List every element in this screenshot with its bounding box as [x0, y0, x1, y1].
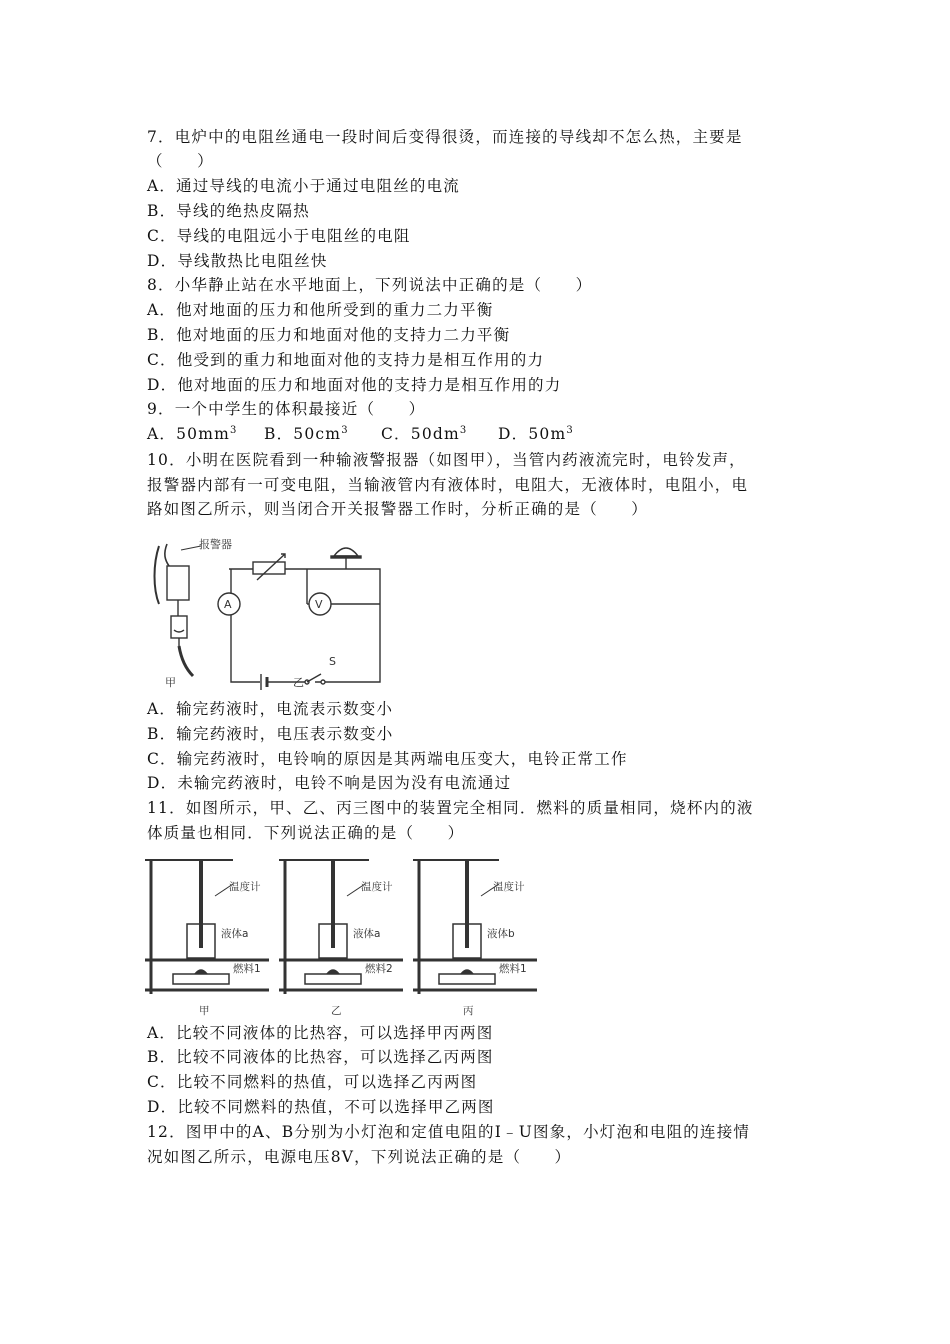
- caption-jia: 甲: [165, 676, 176, 689]
- fuel-label-2: 燃料2: [365, 963, 393, 975]
- q9-option-d: D．$50m^3$: [498, 425, 574, 443]
- ammeter-symbol: A: [224, 598, 232, 611]
- q8-stem: 8．小华静止站在水平地面上，下列说法中正确的是（ ）: [147, 276, 593, 294]
- q10-option-b: B．输完药液时，电压表示数变小: [147, 725, 394, 743]
- fuel-label-1: 燃料1: [233, 963, 261, 975]
- q7-stem-line2: （ ）: [147, 152, 214, 170]
- q7-option-d: D．导线散热比电阻丝快: [147, 252, 328, 270]
- fuel-label-3: 燃料1: [499, 963, 527, 975]
- q10-option-d: D．未输完药液时，电铃不响是因为没有电流通过: [147, 774, 512, 792]
- q12-stem-line2: 况如图乙所示，电源电压8V，下列说法正确的是（ ）: [147, 1148, 572, 1166]
- q10-option-a: A．输完药液时，电流表示数变小: [147, 700, 394, 718]
- thermometer-label-2: 温度计: [361, 881, 393, 893]
- caption-3: 丙: [463, 1005, 474, 1017]
- q7-stem-line1: 7．电炉中的电阻丝通电一段时间后变得很烫，而连接的导线却不怎么热，主要是: [147, 128, 743, 146]
- q11-stem-line2: 体质量也相同．下列说法正确的是（ ）: [147, 824, 465, 842]
- q10-stem-line2: 报警器内部有一可变电阻，当输液管内有液体时，电阻大，无液体时，电阻小，电: [147, 476, 749, 494]
- q8-option-a: A．他对地面的压力和他所受到的重力二力平衡: [147, 301, 494, 319]
- q9-stem: 9．一个中学生的体积最接近（ ）: [147, 400, 426, 418]
- voltmeter-symbol: V: [315, 598, 323, 611]
- q8-option-b: B．他对地面的压力和地面对他的支持力二力平衡: [147, 326, 511, 344]
- q7-option-a: A．通过导线的电流小于通过电阻丝的电流: [147, 177, 460, 195]
- q9-option-b: B．$50cm^3$: [264, 425, 349, 443]
- switch-label: S: [329, 655, 336, 668]
- q9-options: [147, 422, 827, 446]
- q10-stem-line1: 10．小明在医院看到一种输液警报器（如图甲），当管内药液流完时，电铃发声，: [147, 451, 746, 469]
- caption-2: 乙: [331, 1005, 342, 1017]
- liquid-label-3: 液体b: [487, 928, 515, 940]
- q11-option-b: B．比较不同液体的比热容，可以选择乙丙两图: [147, 1048, 494, 1066]
- q10-option-c: C．输完药液时，电铃响的原因是其两端电压变大，电铃正常工作: [147, 750, 628, 768]
- q10-circuit-figure: [145, 534, 410, 694]
- q9-option-a: A．$50mm^3$: [147, 425, 238, 443]
- q7-option-b: B．导线的绝热皮隔热: [147, 202, 310, 220]
- q11-option-a: A．比较不同液体的比热容，可以选择甲丙两图: [147, 1024, 494, 1042]
- q11-option-c: C．比较不同燃料的热值，可以选择乙丙两图: [147, 1073, 478, 1091]
- q10-stem-line3: 路如图乙所示，则当闭合开关报警器工作时，分析正确的是（ ）: [147, 500, 649, 518]
- q8-option-d: D．他对地面的压力和地面对他的支持力是相互作用的力: [147, 376, 562, 394]
- q12-stem-line1: 12．图甲中的A、B分别为小灯泡和定值电阻的I﹣U图象，小灯泡和电阻的连接情: [147, 1123, 751, 1141]
- q11-stem-line1: 11．如图所示，甲、乙、丙三图中的装置完全相同．燃料的质量相同，烧杯内的液: [147, 799, 754, 817]
- caption-yi: 乙: [293, 676, 304, 689]
- liquid-label-2: 液体a: [353, 928, 381, 940]
- thermometer-label-1: 温度计: [229, 881, 261, 893]
- q11-apparatus-figure: [143, 852, 543, 1017]
- q9-option-c: C．$50dm^3$: [381, 425, 468, 443]
- alarm-device-label: 报警器: [199, 538, 232, 551]
- q8-option-c: C．他受到的重力和地面对他的支持力是相互作用的力: [147, 351, 545, 369]
- liquid-label-1: 液体a: [221, 928, 249, 940]
- q7-option-c: C．导线的电阻远小于电阻丝的电阻: [147, 227, 411, 245]
- thermometer-label-3: 温度计: [493, 881, 525, 893]
- caption-1: 甲: [199, 1005, 210, 1017]
- q11-option-d: D．比较不同燃料的热值，不可以选择甲乙两图: [147, 1098, 495, 1116]
